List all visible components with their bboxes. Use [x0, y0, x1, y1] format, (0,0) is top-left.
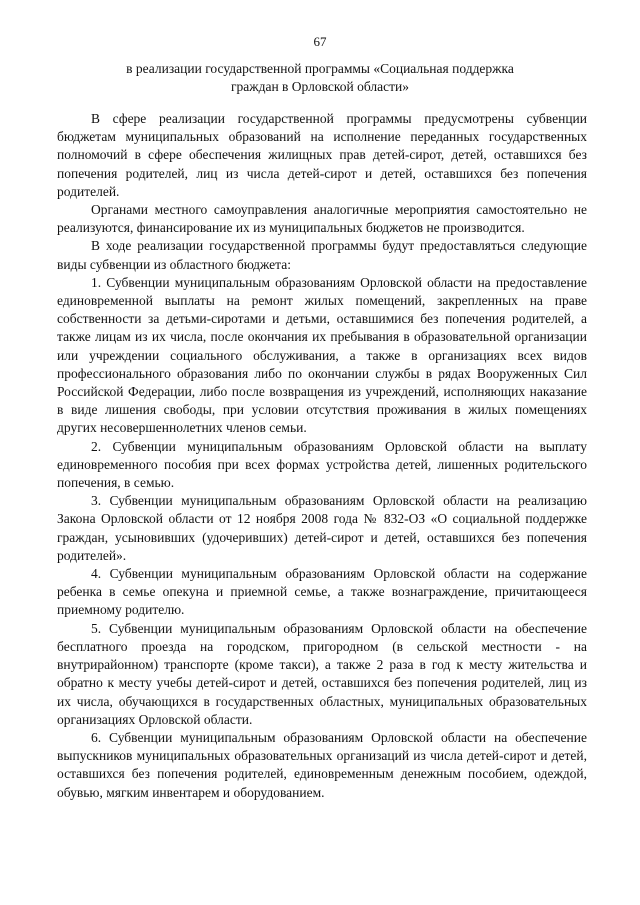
paragraph-subvention-types: В ходе реализации государственной программы будут предоставляться следующие виды субвенции из областного бюджета:: [57, 238, 587, 272]
document-body: [57, 110, 587, 802]
list-item-subvention-3: 3. Субвенции муниципальным образованиям Орловской области на реализацию Закона Орловской области от 12 ноября 2008 года № 832-ОЗ «О социальной поддержке граждан, усыновивших (удочеривших) детей-сирот и детей, оставшихся без попечения родителей».: [57, 493, 587, 563]
page-number: 67: [313, 34, 327, 49]
list-item-subvention-5: 5. Субвенции муниципальным образованиям Орловской области на обеспечение бесплатного проезда на городском, пригородном (в сельской местности - на внутрирайонном) транспорте (кроме такси), а также 2 раза в год к месту жительства и обратно к месту учебы детей-сирот и детей, оставшихся без попечения родителей, лиц из их числа, обучающихся в государственных областных, муниципальных образовательных организациях Орловской области.: [57, 620, 587, 727]
list-item-subvention-2: 2. Субвенции муниципальным образованиям Орловской области на выплату единовременного пособия при всех формах устройства детей, лишенных родительского попечения, в семью.: [57, 438, 587, 491]
paragraph-subventions-intro: В сфере реализации государственной программы предусмотрены субвенции бюджетам муниципальных образований на исполнение переданных государственных полномочий в сфере обеспечения жилищных прав детей-сирот, детей, оставшихся без попечения родителей, лиц из числа детей-сирот и детей, оставшихся без попечения родителей.: [57, 111, 587, 199]
list-item-subvention-1: 1. Субвенции муниципальным образованиям Орловской области на предоставление единовременной выплаты на ремонт жилых помещений, закрепленных на праве собственности за детьми-сиротами и детьми, оставшимися без попечения родителей, а также лицам из их числа, после окончания их пребывания в образовательной организации или учреждении социального обслуживания, а также в организациях всех видов профессионального образования либо по окончании службы в рядах Вооруженных Сил Российской Федерации, либо после возвращения из учреждений, исполняющих наказание в виде лишения свободы, при условии отсутствия проживания в жилых помещениях других несовершеннолетних членов семьи.: [57, 274, 587, 436]
section-heading: в реализации государственной программы «Социальная поддержка граждан в Орловской области»: [126, 61, 514, 95]
list-item-subvention-6: 6. Субвенции муниципальным образованиям Орловской области на обеспечение выпускников муниципальных образовательных организаций из числа детей-сирот и детей, оставшихся без попечения родителей, единовременным денежным пособием, одеждой, обувью, мягким инвентарем и оборудованием.: [57, 729, 587, 800]
paragraph-local-government: Органами местного самоуправления аналогичные мероприятия самостоятельно не реализуются, финансирование их из муниципальных бюджетов не производится.: [57, 202, 587, 236]
list-item-subvention-4: 4. Субвенции муниципальным образованиям Орловской области на содержание ребенка в семье опекуна и приемной семье, а также вознаграждение, причитающееся приемному родителю.: [57, 566, 587, 618]
